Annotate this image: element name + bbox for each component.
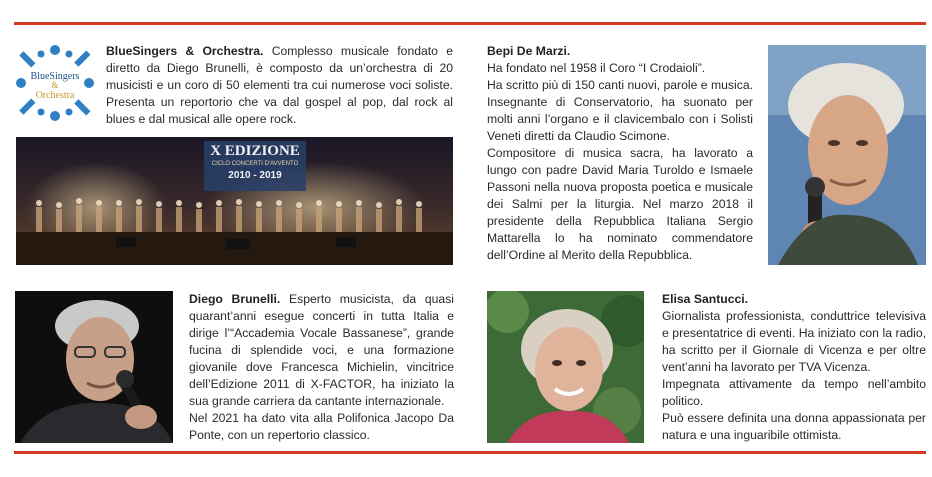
bluesingers-name: BlueSingers & Orchestra. <box>106 44 264 58</box>
brunelli-name: Diego Brunelli. <box>189 292 281 306</box>
bluesingers-description: Complesso musicale fondato e diretto da Diego Brunelli, è composto da un’orchestra di 20 musicisti e un coro di 50 elementi tra cui numerose voci soliste. Presenta un reportorio che va dal gospel al pop, dal rock al blues e dal musical alle opere rock. <box>106 44 454 126</box>
brunelli-description: Esperto musicista, da quasi quarant’anni esegue concerti in tutta Italia e dirige l’“Accademia Vocale Bassanese”, grande fucina di splendide voci, e una formazione giovanile dove Francesca Michielin, vincitrice dell’Edizione 2011 di X-FACTOR, ha iniziato la sua grande carriera da cantante internazionale. <box>189 292 454 408</box>
santucci-text <box>662 291 926 444</box>
marzi-name: Bepi De Marzi. <box>487 44 571 58</box>
brunelli-paragraph-2: Nel 2021 ha dato vita alla Polifonica Jacopo Da Ponte, con un repertorio classico. <box>189 411 454 442</box>
bluesingers-logo-mark <box>16 44 94 122</box>
logo-text-bluesingers: BlueSingers <box>30 71 80 82</box>
concert-stage-photo <box>16 137 453 265</box>
logo-text-amp: & <box>51 80 59 90</box>
bluesingers-logo <box>16 44 94 122</box>
marzi-portrait-photo <box>768 45 926 265</box>
stage-banner-title: X EDIZIONE <box>210 143 300 159</box>
marzi-paragraph-1: Ha fondato nel 1958 il Coro “I Crodaioli”. <box>487 61 706 75</box>
santucci-paragraph-2: Impegnata attivamente da tempo nell’ambito politico. <box>662 377 926 408</box>
marzi-text <box>487 43 753 264</box>
brunelli-text <box>189 291 454 444</box>
marzi-paragraph-2: Ha scritto più di 150 canti nuovi, parole e musica. Insegnante di Conservatorio, ha suonato per molti anni l’organo e il clavicembalo con i Solisti Veneti diretti da Claudio Scimone. <box>487 78 753 143</box>
logo-text-orchestra: Orchestra <box>35 90 75 101</box>
brunelli-portrait-photo <box>15 291 173 443</box>
santucci-paragraph-1: Giornalista professionista, conduttrice televisiva e presentatrice di eventi. Ha iniziato con la radio, ha scritto per il Giornale di Vicenza e per oltre vent’anni ha lavorato per TVA Vicenza. <box>662 309 926 374</box>
santucci-name: Elisa Santucci. <box>662 292 749 306</box>
bluesingers-text <box>106 43 453 128</box>
top-divider <box>14 22 926 25</box>
santucci-paragraph-3: Può essere definita una donna appassionata per natura e una inguaribile ottimista. <box>662 411 926 442</box>
santucci-portrait-photo <box>487 291 644 443</box>
marzi-paragraph-3: Compositore di musica sacra, ha lavorato a lungo con padre David Maria Turoldo e Ismaele Passoni nella nuova proposta poetica e musicale dei Salmi per la liturgia. Nel marzo 2018 il presidente della Repubblica Italiana Sergio Mattarella lo ha nominato commendatore dell’Ordine al Merito della Repubblica. <box>487 146 753 262</box>
stage-banner-years: 2010 - 2019 <box>228 170 282 181</box>
stage-banner-subtitle: CICLO CONCERTI D'AVVENTO <box>211 161 299 167</box>
bottom-divider <box>14 451 926 454</box>
